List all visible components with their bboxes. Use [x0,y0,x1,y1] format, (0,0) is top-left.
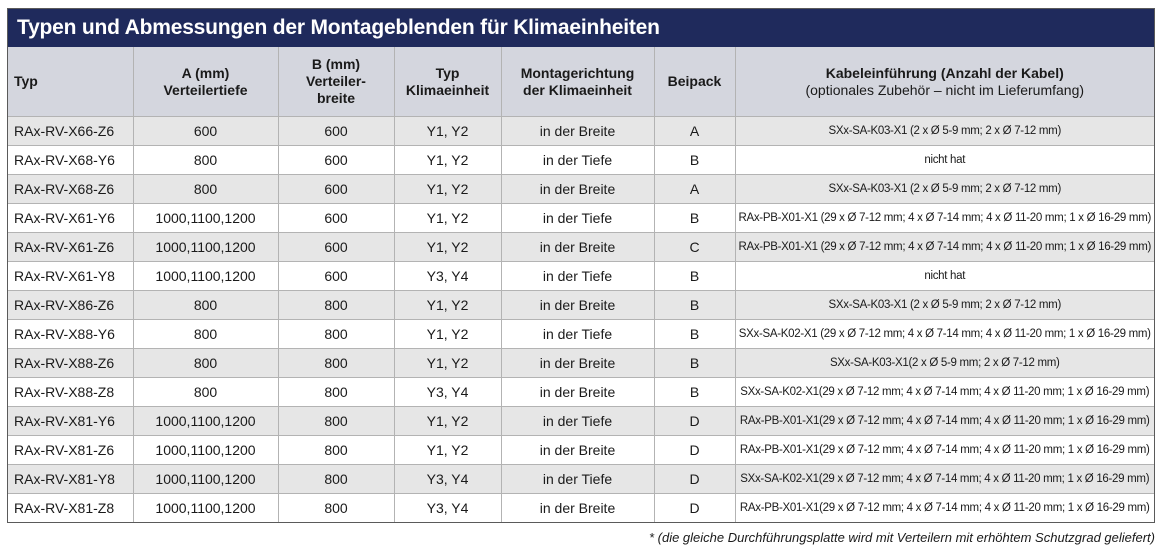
cell-beipack: B [654,262,735,291]
header-richtung-line2: der Klimaeinheit [523,81,632,98]
cell-richtung: in der Tiefe [501,320,654,349]
cell-typ: RAx-RV-X61-Y8 [8,262,133,291]
cell-beipack: B [654,204,735,233]
cell-beipack: D [654,494,735,523]
header-b-line1: B (mm) [311,56,361,72]
cell-b: 800 [278,291,394,320]
table-row [8,407,1154,436]
cell-typ: RAx-RV-X68-Z6 [8,175,133,204]
cell-typ: RAx-RV-X81-Z8 [8,494,133,523]
cell-beipack: A [654,117,735,146]
table-row [8,378,1154,407]
cell-beipack: D [654,465,735,494]
cell-beipack: C [654,233,735,262]
cell-a: 1000,1100,1200 [133,494,278,523]
cell-a: 800 [133,349,278,378]
cell-a: 600 [133,117,278,146]
cell-klima: Y1, Y2 [394,233,501,262]
header-a-line2: Verteilertiefe [163,81,248,98]
cell-typ: RAx-RV-X88-Y6 [8,320,133,349]
cell-klima: Y1, Y2 [394,320,501,349]
table-row [8,146,1154,175]
table-row [8,349,1154,378]
cell-b: 600 [278,204,394,233]
cell-a: 1000,1100,1200 [133,204,278,233]
cell-beipack: B [654,320,735,349]
cell-a: 1000,1100,1200 [133,233,278,262]
cell-typ: RAx-RV-X88-Z6 [8,349,133,378]
cell-kabel: RAx-PB-X01-X1(29 x Ø 7-12 mm; 4 x Ø 7-14 mm; 4 x Ø 11-20 mm; 1 x Ø 16-29 mm) [735,436,1154,465]
cell-klima: Y1, Y2 [394,175,501,204]
cell-beipack: D [654,436,735,465]
header-kabel [735,47,1154,117]
table-row [8,465,1154,494]
header-typ [8,47,133,117]
cell-typ: RAx-RV-X61-Y6 [8,204,133,233]
cell-kabel: SXx-SA-K03-X1 (2 x Ø 5-9 mm; 2 x Ø 7-12 mm) [735,291,1154,320]
cell-klima: Y1, Y2 [394,291,501,320]
cell-klima: Y1, Y2 [394,407,501,436]
cell-klima: Y1, Y2 [394,204,501,233]
cell-a: 1000,1100,1200 [133,436,278,465]
table-body [8,117,1154,523]
table-row [8,233,1154,262]
table-row [8,204,1154,233]
cell-a: 1000,1100,1200 [133,407,278,436]
cell-kabel: SXx-SA-K03-X1 (2 x Ø 5-9 mm; 2 x Ø 7-12 mm) [735,117,1154,146]
cell-klima: Y3, Y4 [394,465,501,494]
cell-a: 1000,1100,1200 [133,465,278,494]
header-kabel-line2: (optionales Zubehör – nicht im Lieferumfang) [805,81,1085,98]
cell-beipack: B [654,291,735,320]
cell-b: 800 [278,320,394,349]
cell-typ: RAx-RV-X81-Y6 [8,407,133,436]
cell-beipack: B [654,349,735,378]
cell-richtung: in der Breite [501,378,654,407]
cell-a: 800 [133,378,278,407]
header-b-line3: breite [316,90,356,106]
table-row [8,175,1154,204]
cell-beipack: B [654,146,735,175]
header-kabel-line1: Kabeleinführung (Anzahl der Kabel) [825,64,1064,81]
cell-richtung: in der Breite [501,436,654,465]
cell-b: 800 [278,494,394,523]
cell-richtung: in der Tiefe [501,465,654,494]
cell-kabel: SXx-SA-K03-X1(2 x Ø 5-9 mm; 2 x Ø 7-12 mm) [735,349,1154,378]
cell-klima: Y1, Y2 [394,146,501,175]
cell-a: 1000,1100,1200 [133,262,278,291]
dimensions-table [8,47,1154,522]
cell-kabel: RAx-PB-X01-X1(29 x Ø 7-12 mm; 4 x Ø 7-14 mm; 4 x Ø 11-20 mm; 1 x Ø 16-29 mm) [735,494,1154,523]
cell-beipack: B [654,378,735,407]
header-beipack-label: Beipack [667,73,722,89]
cell-b: 600 [278,117,394,146]
cell-kabel: SXx-SA-K03-X1 (2 x Ø 5-9 mm; 2 x Ø 7-12 mm) [735,175,1154,204]
cell-a: 800 [133,291,278,320]
table-row [8,320,1154,349]
cell-beipack: A [654,175,735,204]
table-row [8,291,1154,320]
cell-b: 600 [278,146,394,175]
cell-kabel: nicht hat [735,262,1154,291]
cell-kabel: SXx-SA-K02-X1 (29 x Ø 7-12 mm; 4 x Ø 7-14 mm; 4 x Ø 11-20 mm; 1 x Ø 16-29 mm) [735,320,1154,349]
cell-b: 800 [278,349,394,378]
cell-kabel: SXx-SA-K02-X1(29 x Ø 7-12 mm; 4 x Ø 7-14 mm; 4 x Ø 11-20 mm; 1 x Ø 16-29 mm) [735,378,1154,407]
cell-richtung: in der Breite [501,291,654,320]
cell-richtung: in der Breite [501,117,654,146]
header-klima-line2: Klimaeinheit [405,81,490,98]
cell-richtung: in der Breite [501,349,654,378]
header-b-line2: Verteiler- [306,73,366,89]
cell-kabel: RAx-PB-X01-X1 (29 x Ø 7-12 mm; 4 x Ø 7-14 mm; 4 x Ø 11-20 mm; 1 x Ø 16-29 mm) [735,204,1154,233]
table-header [8,47,1154,117]
cell-typ: RAx-RV-X88-Z8 [8,378,133,407]
cell-a: 800 [133,175,278,204]
cell-b: 800 [278,378,394,407]
cell-kabel: SXx-SA-K02-X1(29 x Ø 7-12 mm; 4 x Ø 7-14 mm; 4 x Ø 11-20 mm; 1 x Ø 16-29 mm) [735,465,1154,494]
cell-b: 800 [278,436,394,465]
cell-typ: RAx-RV-X66-Z6 [8,117,133,146]
header-row [8,47,1154,117]
cell-klima: Y1, Y2 [394,117,501,146]
cell-typ: RAx-RV-X86-Z6 [8,291,133,320]
cell-richtung: in der Tiefe [501,204,654,233]
cell-typ: RAx-RV-X68-Y6 [8,146,133,175]
cell-klima: Y3, Y4 [394,378,501,407]
table-frame [7,8,1155,523]
cell-klima: Y3, Y4 [394,494,501,523]
cell-a: 800 [133,146,278,175]
cell-richtung: in der Tiefe [501,407,654,436]
header-richtung-line1: Montagerichtung [520,64,635,81]
cell-richtung: in der Breite [501,233,654,262]
table-row [8,494,1154,523]
cell-typ: RAx-RV-X61-Z6 [8,233,133,262]
header-klima [394,47,501,117]
header-a-line1: A (mm) [181,64,230,81]
header-typ-label: Typ [14,73,38,89]
cell-richtung: in der Tiefe [501,262,654,291]
cell-klima: Y1, Y2 [394,349,501,378]
table-row [8,436,1154,465]
cell-kabel: nicht hat [735,146,1154,175]
cell-kabel: RAx-PB-X01-X1(29 x Ø 7-12 mm; 4 x Ø 7-14 mm; 4 x Ø 11-20 mm; 1 x Ø 16-29 mm) [735,407,1154,436]
cell-richtung: in der Tiefe [501,146,654,175]
table-row [8,262,1154,291]
cell-b: 800 [278,465,394,494]
cell-b: 800 [278,407,394,436]
cell-kabel: RAx-PB-X01-X1 (29 x Ø 7-12 mm; 4 x Ø 7-14 mm; 4 x Ø 11-20 mm; 1 x Ø 16-29 mm) [735,233,1154,262]
cell-richtung: in der Breite [501,494,654,523]
cell-beipack: D [654,407,735,436]
cell-richtung: in der Breite [501,175,654,204]
header-richtung [501,47,654,117]
cell-a: 800 [133,320,278,349]
cell-klima: Y1, Y2 [394,436,501,465]
header-klima-line1: Typ [435,64,460,81]
cell-klima: Y3, Y4 [394,262,501,291]
header-a [133,47,278,117]
cell-b: 600 [278,175,394,204]
table-row [8,117,1154,146]
cell-b: 600 [278,233,394,262]
footnote: * (die gleiche Durchführungsplatte wird mit Verteilern mit erhöhtem Schutzgrad geliefert) [648,530,1155,545]
table-title: Typen und Abmessungen der Montageblenden für Klimaeinheiten [8,9,1154,47]
cell-typ: RAx-RV-X81-Z6 [8,436,133,465]
cell-b: 600 [278,262,394,291]
header-beipack [654,47,735,117]
cell-typ: RAx-RV-X81-Y8 [8,465,133,494]
header-b [278,47,394,117]
